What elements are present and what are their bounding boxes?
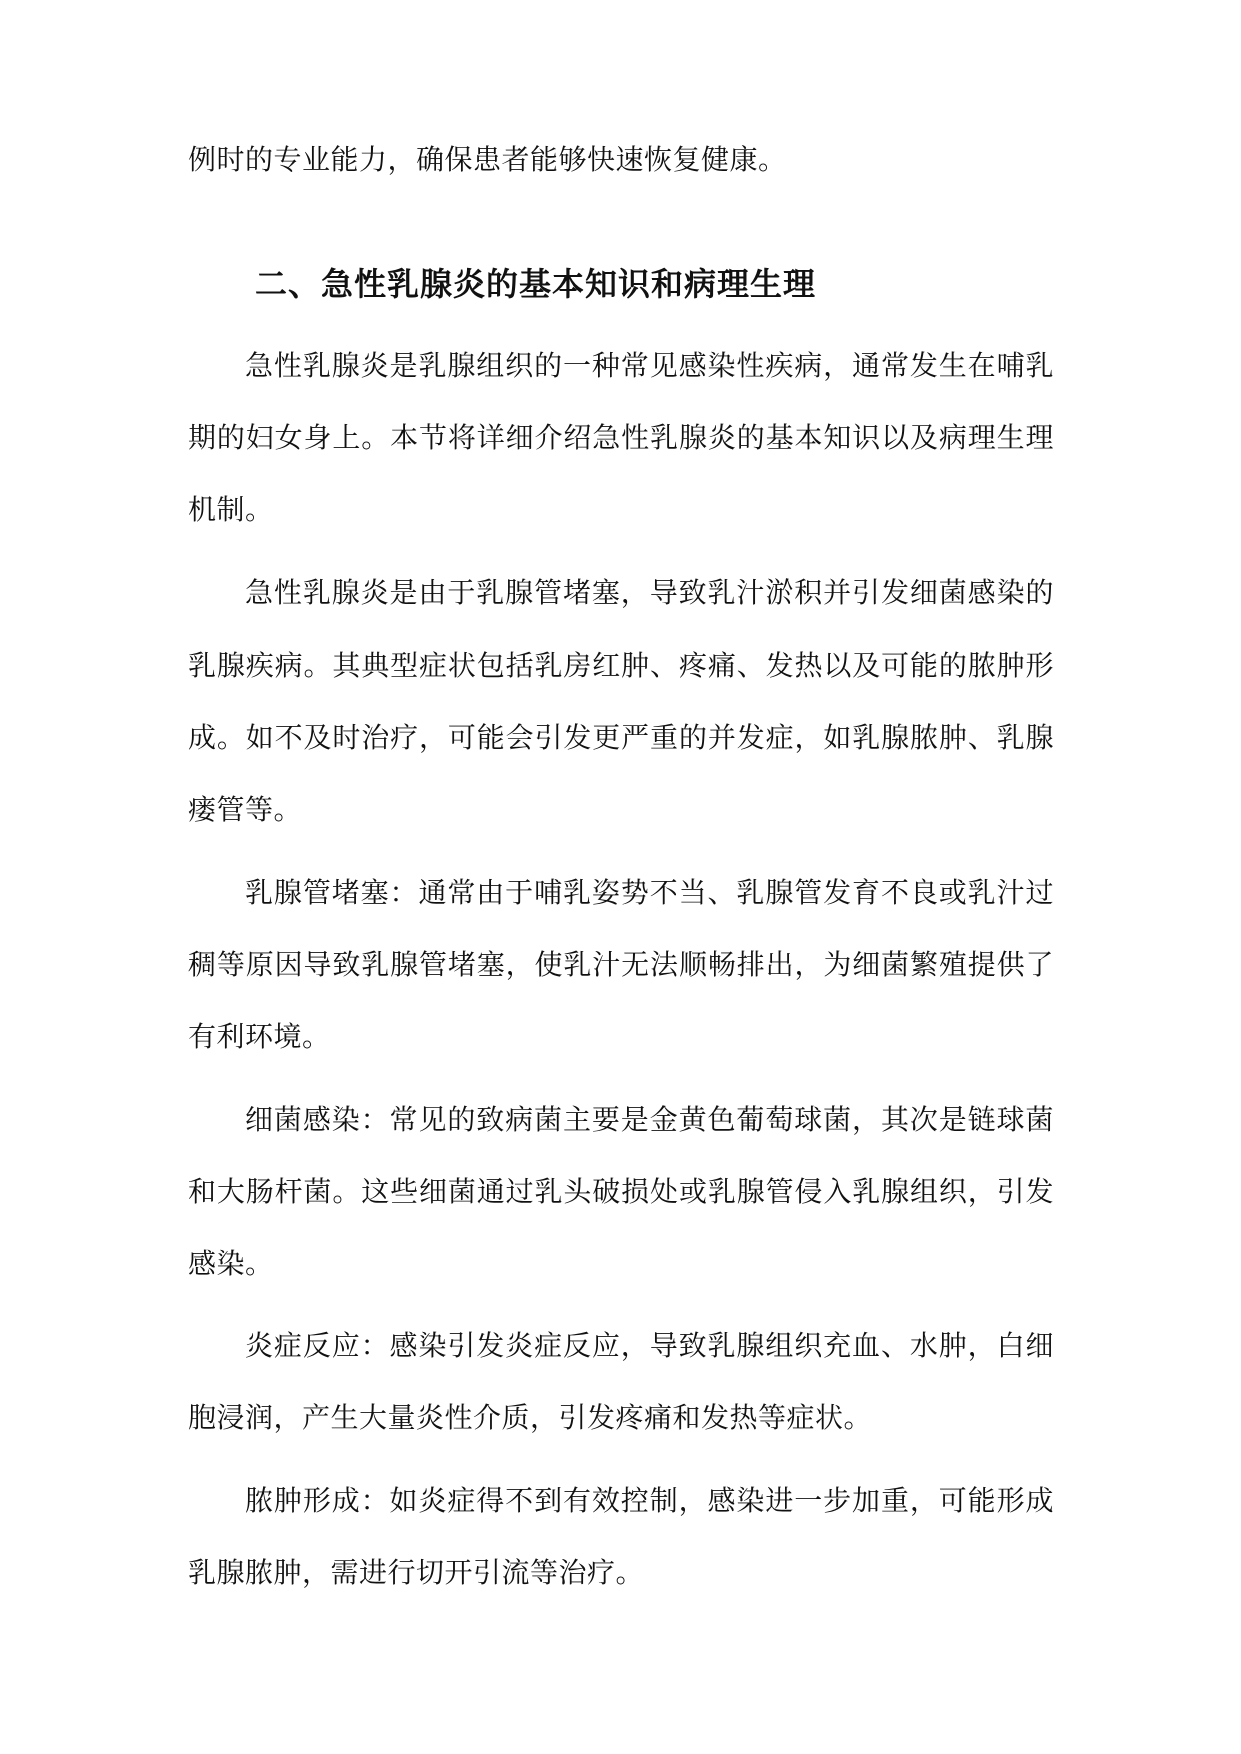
- paragraph-line: 有利环境。: [188, 1020, 331, 1053]
- paragraph-line: 胞浸润，产生大量炎性介质，引发疼痛和发热等症状。: [188, 1401, 873, 1434]
- paragraph-line: 急性乳腺炎是由于乳腺管堵塞，导致乳汁淤积并引发细菌感染的: [245, 576, 1054, 609]
- paragraph-line: 乳腺管堵塞：通常由于哺乳姿势不当、乳腺管发育不良或乳汁过: [245, 876, 1054, 909]
- paragraph-line: 乳腺脓肿，需进行切开引流等治疗。: [188, 1556, 645, 1589]
- paragraph-line: 瘘管等。: [188, 793, 303, 826]
- paragraph-line: 感染。: [188, 1247, 274, 1280]
- paragraph-line: 急性乳腺炎是乳腺组织的一种常见感染性疾病，通常发生在哺乳: [245, 349, 1054, 382]
- paragraph-line: 稠等原因导致乳腺管堵塞，使乳汁无法顺畅排出，为细菌繁殖提供了: [188, 948, 1054, 981]
- paragraph-line: 细菌感染：常见的致病菌主要是金黄色葡萄球菌，其次是链球菌: [245, 1103, 1054, 1136]
- paragraph-line: 和大肠杆菌。这些细菌通过乳头破损处或乳腺管侵入乳腺组织，引发: [188, 1175, 1054, 1208]
- paragraph-line: 脓肿形成：如炎症得不到有效控制，感染进一步加重，可能形成: [245, 1484, 1054, 1517]
- paragraph-line: 机制。: [188, 493, 274, 526]
- paragraph-line: 炎症反应：感染引发炎症反应，导致乳腺组织充血、水肿，白细: [245, 1329, 1054, 1362]
- paragraph-line: 成。如不及时治疗，可能会引发更严重的并发症，如乳腺脓肿、乳腺: [188, 721, 1054, 754]
- paragraph-line: 期的妇女身上。本节将详细介绍急性乳腺炎的基本知识以及病理生理: [188, 421, 1054, 454]
- paragraph-line: 乳腺疾病。其典型症状包括乳房红肿、疼痛、发热以及可能的脓肿形: [188, 649, 1054, 682]
- section-heading: 二、急性乳腺炎的基本知识和病理生理: [255, 265, 817, 303]
- paragraph-line: 例时的专业能力，确保患者能够快速恢复健康。: [188, 143, 787, 176]
